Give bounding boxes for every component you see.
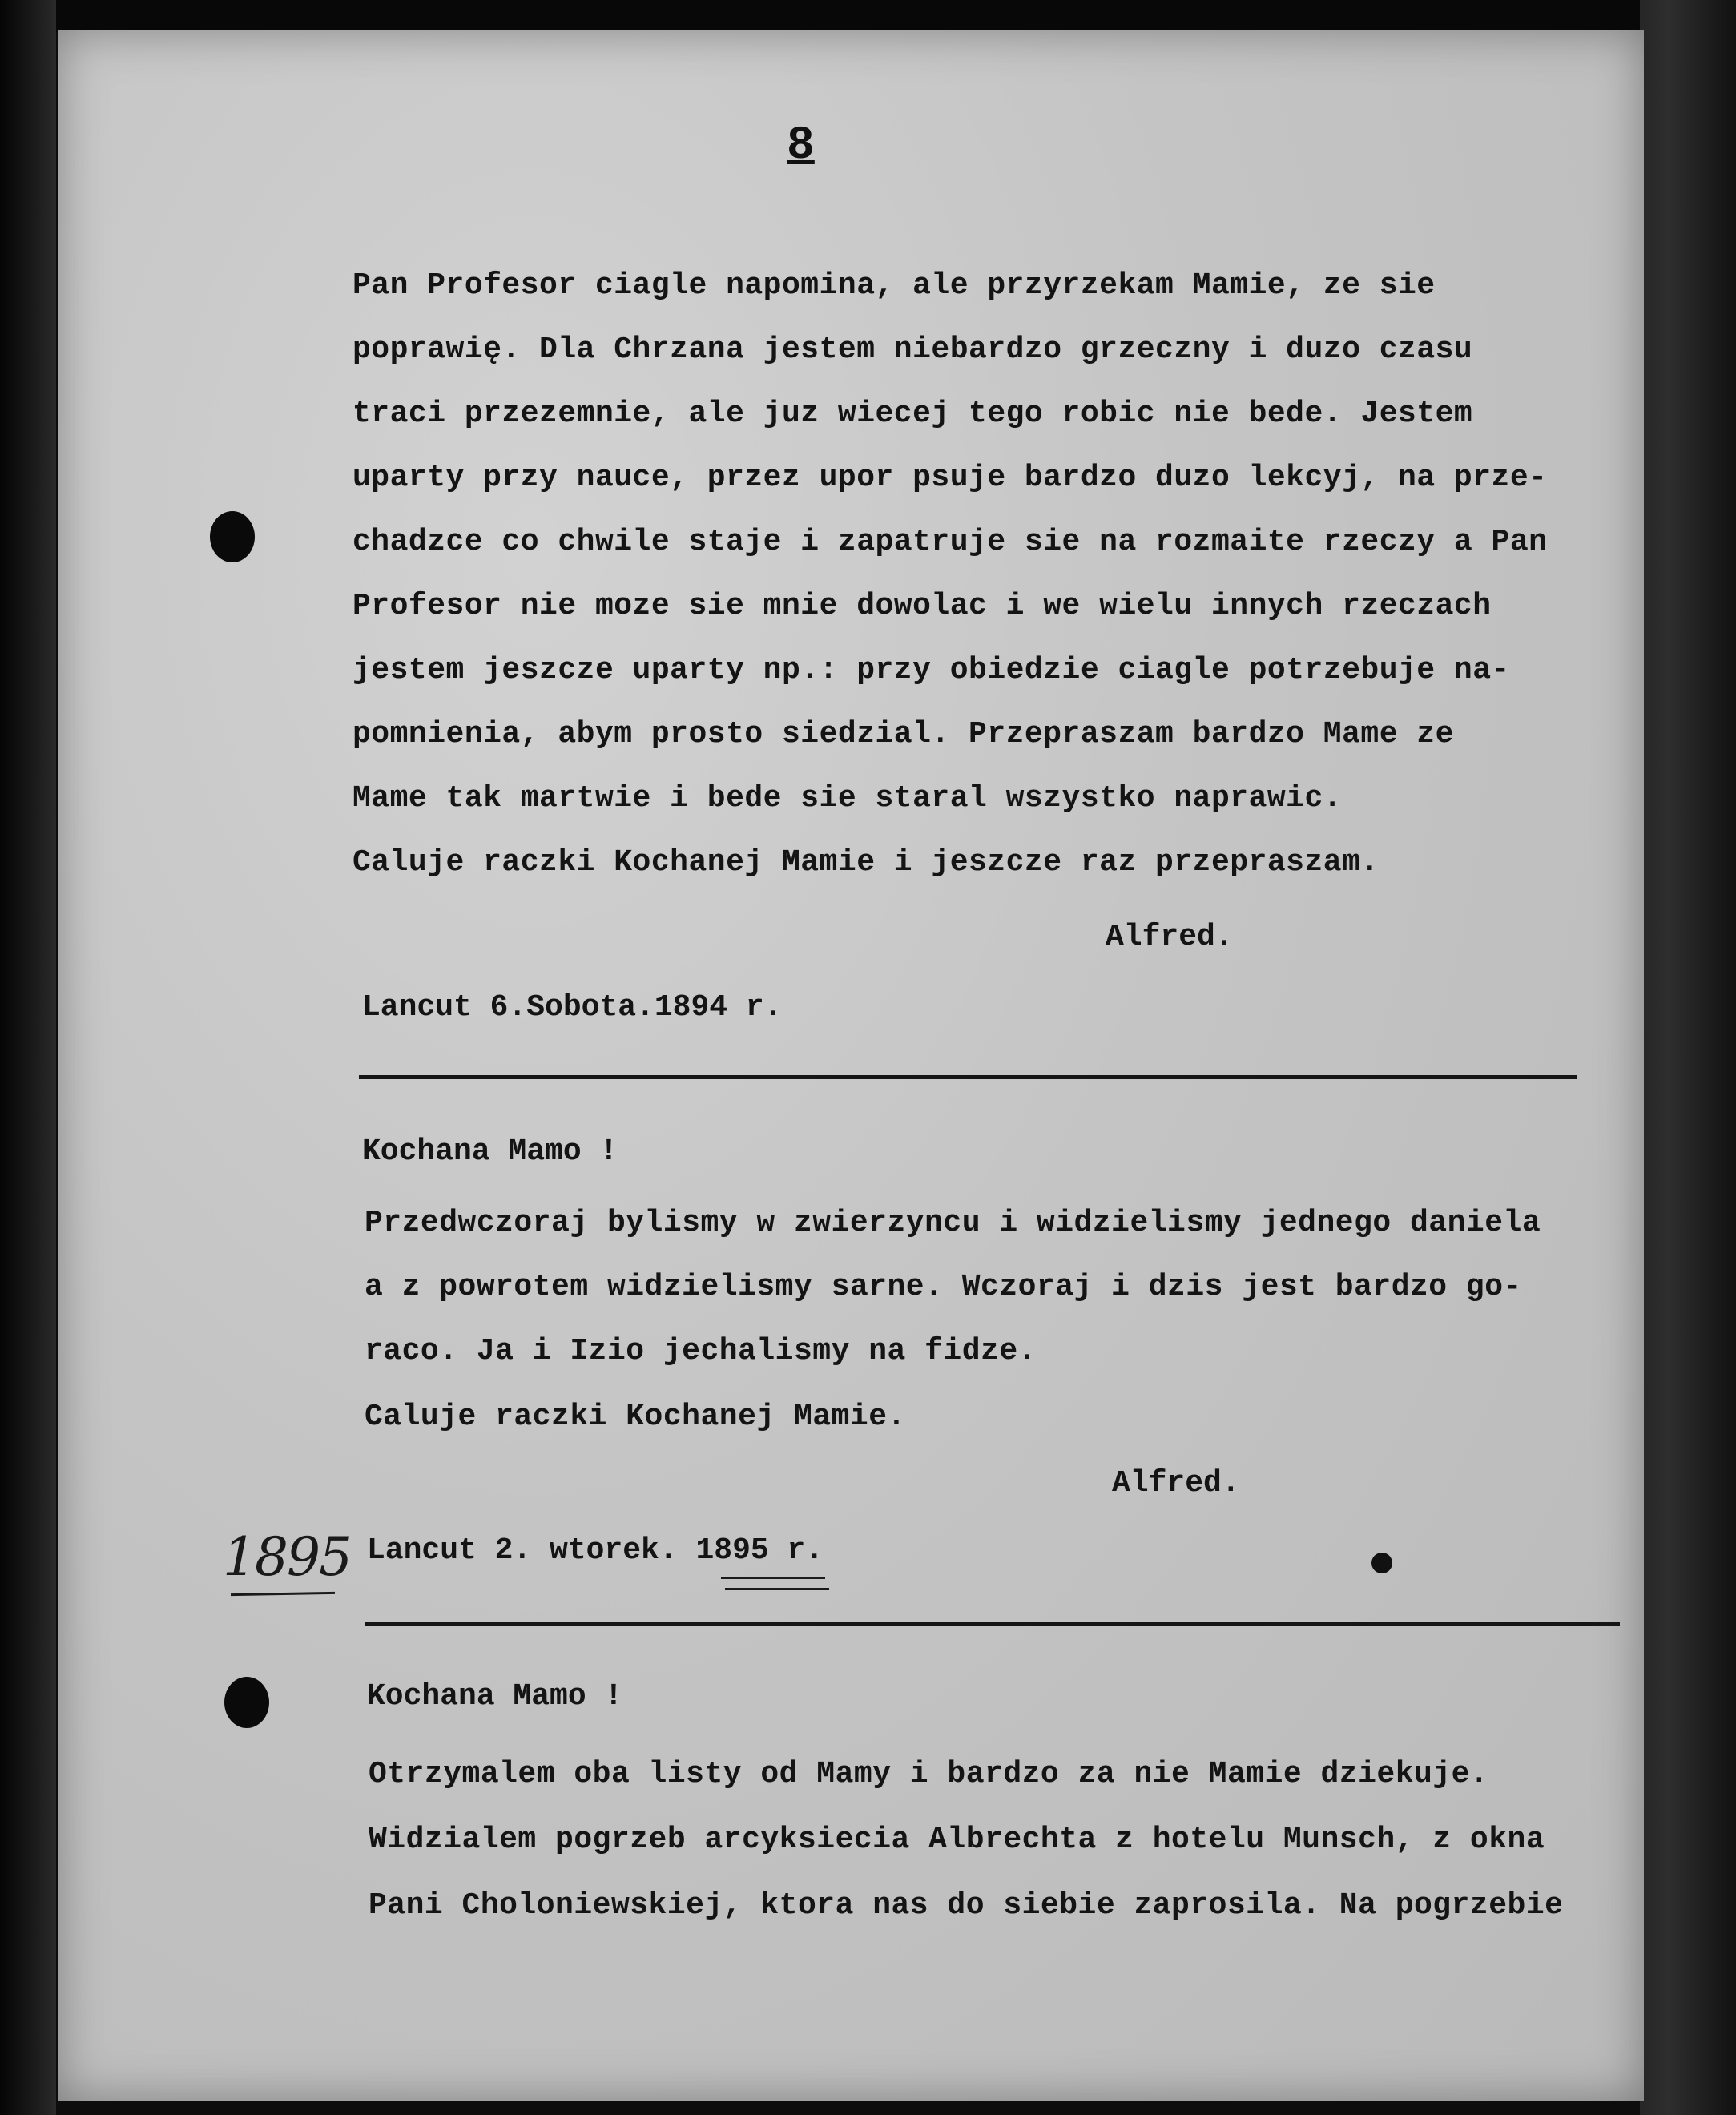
text-line: Pani Choloniewskiej, ktora nas do siebie zaprosila. Na pogrzebie [369,1888,1564,1923]
text-line: uparty przy nauce, przez upor psuje bardzo duzo lekcyj, na prze- [352,461,1548,495]
letter-1-date: Lancut 6.Sobota.1894 r. [362,990,783,1025]
text-line: Caluje raczki Kochanej Mamie i jeszcze raz przepraszam. [352,845,1380,880]
ink-smudge [1371,1553,1392,1573]
text-line: Pan Profesor ciagle napomina, ale przyrzekam Mamie, ze sie [352,268,1436,303]
film-border-top [0,0,1736,32]
text-line: Mame tak martwie i bede sie staral wszystko naprawic. [352,781,1343,816]
letter-2-greeting: Kochana Mamo ! [362,1134,618,1169]
separator-rule [365,1622,1620,1626]
letter-1-signature: Alfred. [1106,920,1234,954]
page-number: 8 [787,120,815,172]
film-border-right [1640,0,1736,2115]
text-line: traci przezemnie, ale juz wiecej tego robic nie bede. Jestem [352,397,1473,431]
text-line: Otrzymalem oba listy od Mamy i bardzo za nie Mamie dziekuje. [369,1757,1489,1791]
text-line: jestem jeszcze uparty np.: przy obiedzie ciagle potrzebuje na- [352,653,1510,687]
separator-rule [359,1075,1577,1079]
text-line: Widzialem pogrzeb arcyksiecia Albrechta z hotelu Munsch, z okna [369,1823,1545,1857]
text-line: poprawię. Dla Chrzana jestem niebardzo grzeczny i duzo czasu [352,332,1473,367]
date-underline [725,1588,829,1590]
letter-3-greeting: Kochana Mamo ! [367,1679,623,1714]
letter-2-date: Lancut 2. wtorek. 1895 r. [367,1533,824,1568]
text-line: raco. Ja i Izio jechalismy na fidze. [365,1334,1037,1368]
handwritten-year-note: 1895 [223,1526,351,1588]
text-line: Przedwczoraj bylismy w zwierzyncu i widzielismy jednego daniela [365,1206,1541,1240]
text-line: pomnienia, abym prosto siedzial. Przepraszam bardzo Mame ze [352,717,1454,751]
letter-2-signature: Alfred. [1112,1466,1240,1501]
film-border-left [0,0,56,2115]
text-line: Profesor nie moze sie mnie dowolac i we wielu innych rzeczach [352,589,1492,623]
text-line: a z powrotem widzielismy sarne. Wczoraj i dzis jest bardzo go- [365,1270,1522,1304]
punch-hole [224,1677,269,1728]
date-underline [721,1577,825,1579]
text-line: chadzce co chwile staje i zapatruje sie na rozmaite rzeczy a Pan [352,525,1548,559]
text-line: Caluje raczki Kochanej Mamie. [365,1400,906,1434]
punch-hole [210,511,255,562]
